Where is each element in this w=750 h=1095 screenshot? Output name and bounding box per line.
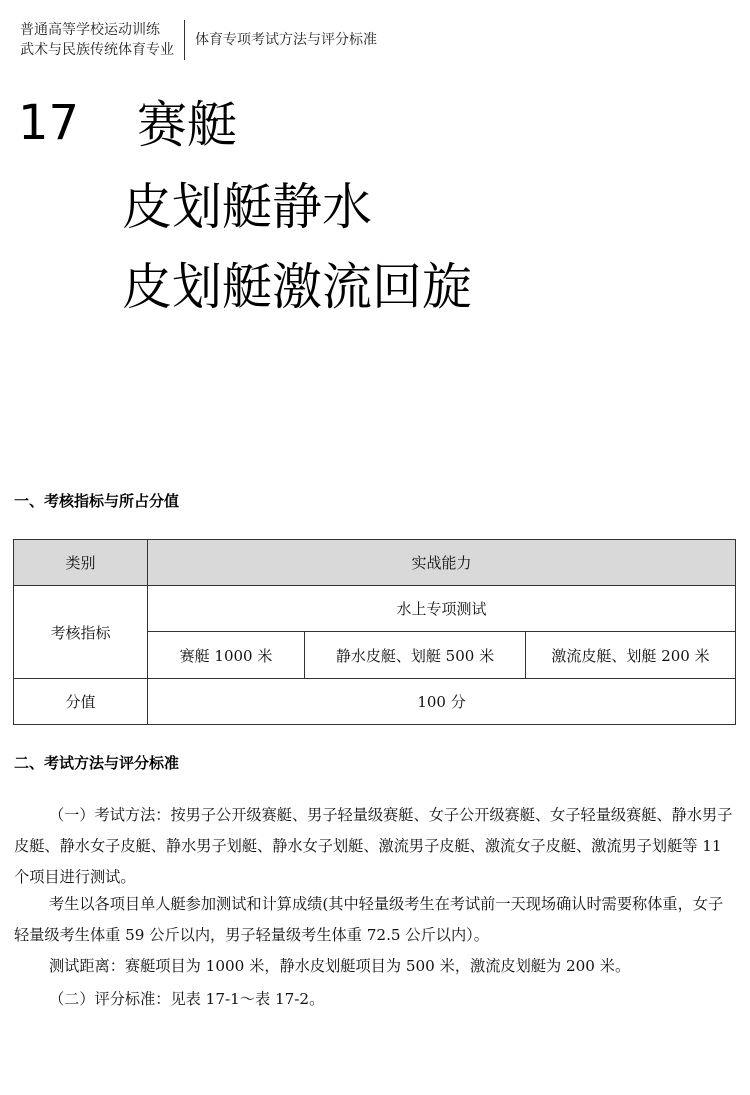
table-indicator-label: 考核指标	[14, 586, 148, 679]
table-header-ability: 实战能力	[148, 540, 736, 586]
section2-heading: 二、考试方法与评分标准	[14, 754, 180, 772]
table-header-category: 类别	[14, 540, 148, 586]
chapter-title-line2: 皮划艇静水	[122, 178, 372, 236]
table-score-value: 100 分	[148, 679, 736, 725]
assessment-table	[13, 539, 736, 725]
header-program-line1: 普通高等学校运动训练	[20, 22, 160, 38]
paragraph-scoring-standard: （二）评分标准：见表 17-1～表 17-2。	[48, 990, 325, 1008]
table-score-label: 分值	[14, 679, 148, 725]
chapter-number: 17	[18, 95, 80, 151]
table-item-flatwater: 静水皮艇、划艇 500 米	[305, 632, 526, 679]
header-program-line2: 武术与民族传统体育专业	[20, 42, 174, 58]
table-subheader: 水上专项测试	[148, 586, 736, 632]
chapter-title-line1: 赛艇	[137, 96, 237, 154]
table-item-slalom: 激流皮艇、划艇 200 米	[526, 632, 736, 679]
paragraph-weight-rules: 考生以各项目单人艇参加测试和计算成绩(其中轻量级考生在考试前一天现场确认时需要称体重，女子轻量级考生体重 59 公斤以内，男子轻量级考生体重 72.5 公斤以内）。	[14, 895, 724, 944]
page-header	[20, 18, 377, 62]
header-program	[20, 20, 185, 60]
header-document-title: 体育专项考试方法与评分标准	[195, 32, 377, 48]
chapter-title-line3: 皮划艇激流回旋	[122, 258, 472, 316]
paragraph-test-method: （一）考试方法：按男子公开级赛艇、男子轻量级赛艇、女子公开级赛艇、女子轻量级赛艇、静水男子皮艇、静水女子皮艇、静水男子划艇、静水女子划艇、激流男子皮艇、激流女子皮艇、激流男子划艇等 11 个项目进行测试。	[14, 806, 733, 886]
paragraph-test-distance: 测试距离：赛艇项目为 1000 米，静水皮划艇项目为 500 米，激流皮划艇为 200 米。	[48, 957, 631, 975]
table-item-rowing: 赛艇 1000 米	[148, 632, 305, 679]
section1-heading: 一、考核指标与所占分值	[14, 492, 180, 510]
